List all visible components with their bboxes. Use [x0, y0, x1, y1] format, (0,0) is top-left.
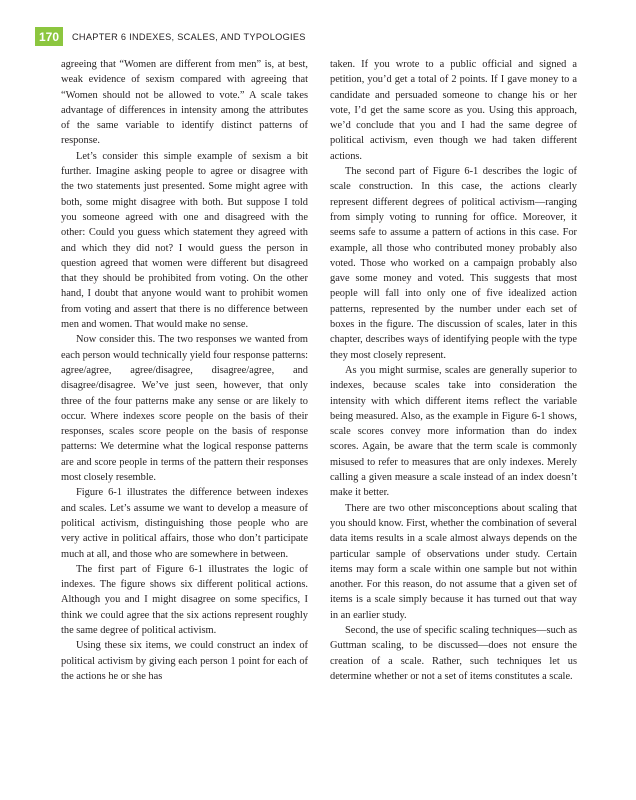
- paragraph: agreeing that “Women are different from men” is, at best, weak evidence of sexism compared with agreeing that “Women should not be allowed to vote.” A scale takes advantage of differences in intensity among the attributes of the same variable to identify distinct patterns of response.: [61, 59, 308, 147]
- left-column: [61, 57, 308, 684]
- paragraph: As you might surmise, scales are generally superior to indexes, because scales take into consideration the intensity with which different items reflect the variable being measured. Also, as the example in Figure 6-1 shows, scale scores convey more information than do index scores. Again, be aware that the term scale is commonly misused to refer to measures that are only indexes. Merely calling a given measure a scale instead of an index doesn’t make it better.: [330, 364, 577, 499]
- paragraph: The second part of Figure 6-1 describes the logic of scale construction. In this case, the actions clearly represent different degrees of political activism—ranging from simply voting to running for office. Moreover, it seems safe to assume a pattern of actions in this case. For example, all those who contributed money probably also voted. Those who worked on a campaign probably also gave some money and voted. This suggests that most people will fall into only one of five idealized action patterns, represented by the number under each set of boxes in the figure. The discussion of scales, later in this chapter, describes ways of identifying people with the type they most closely represent.: [330, 166, 577, 361]
- paragraph: Let’s consider this simple example of sexism a bit further. Imagine asking people to agree or disagree with the two statements just presented. Some might agree with both, some might disagree with both. But suppose I told you someone agreed with one and disagreed with the other: Could you guess which statement they agreed with and which they did not? I would guess the person in question agreed that women were different but disagreed that they should be prohibited from voting. On the other hand, I doubt that anyone would want to prohibit women from voting and assert that there is no difference between men and women. That would make no sense.: [61, 150, 308, 331]
- page-number: 170: [35, 27, 63, 46]
- running-header: [35, 27, 306, 46]
- paragraph: The first part of Figure 6-1 illustrates the logic of indexes. The figure shows six different political actions. Although you and I might disagree on some specifics, I think we could agree that the six actions represent roughly the same degree of political activism.: [61, 563, 308, 636]
- chapter-title: CHAPTER 6 INDEXES, SCALES, AND TYPOLOGIES: [72, 31, 306, 42]
- paragraph: Using these six items, we could construct an index of political activism by giving each person 1 point for each of the actions he or she has: [61, 640, 308, 682]
- paragraph: Now consider this. The two responses we wanted from each person would technically yield four response patterns: agree/agree, agree/disagree, disagree/agree, and disagree/disagree. We’ve just seen, however, that only three of the four patterns make any sense or are likely to occur. Where indexes score people on the basis of their responses, scales score people on the basis of response patterns: We determine what the logical response patterns are and score people in terms of the pattern their responses most closely resemble.: [61, 334, 308, 484]
- right-column: [330, 57, 577, 684]
- paragraph: taken. If you wrote to a public official and signed a petition, you’d get a total of 2 points. If I gave money to a candidate and persuaded someone to change his or her vote, I’d get the same score as you. Using this approach, we’d conclude that you and I had the same degree of political activism, even though we had taken different actions.: [330, 59, 577, 162]
- paragraph: Figure 6-1 illustrates the difference between indexes and scales. Let’s assume we want to develop a measure of political activism, distinguishing those people who are very active in political affairs, those who don’t participate much at all, and those who are somewhere in between.: [61, 487, 308, 560]
- paragraph: Second, the use of specific scaling techniques—such as Guttman scaling, to be discussed—does not ensure the creation of a scale. Rather, such techniques let us determine whether or not a set of items constitutes a scale.: [330, 624, 577, 682]
- paragraph: There are two other misconceptions about scaling that you should know. First, whether the combination of several data items results in a scale almost always depends on the particular sample of observations under study. Certain items may form a scale within one sample but not within another. For this reason, do not assume that a given set of items is a scale simply because it has turned out that way in an earlier study.: [330, 502, 577, 621]
